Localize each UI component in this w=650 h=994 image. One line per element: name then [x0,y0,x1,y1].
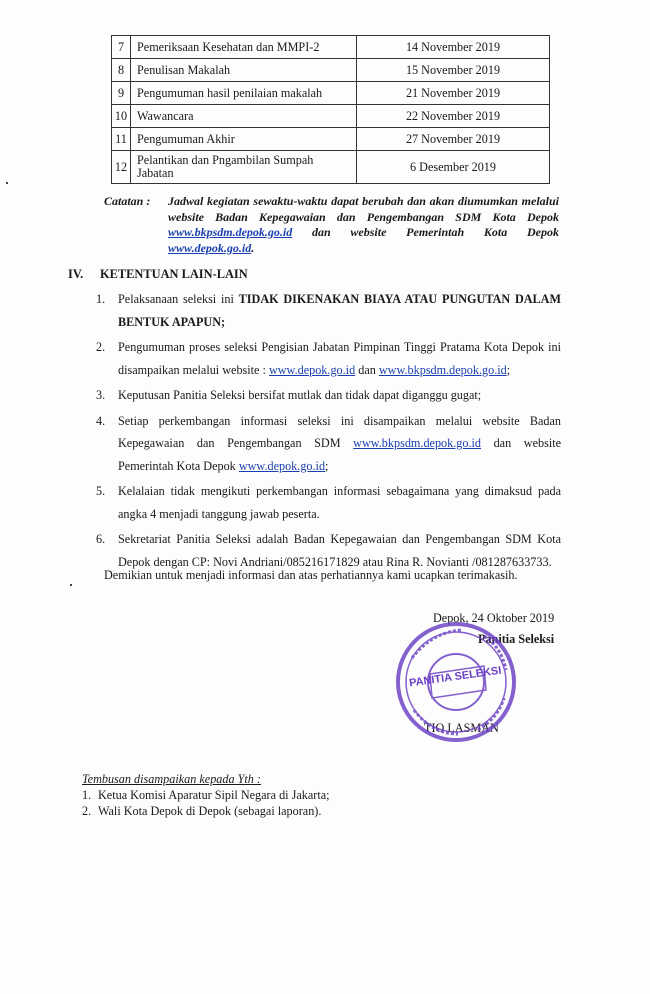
item-number: 4. [96,413,106,428]
note-line-1: Jadwal kegiatan sewaktu-waktu dapat berubah dan akan diumumkan melalui [168,194,559,208]
bkpsdm-link[interactable]: www.bkpsdm.depok.go.id [168,225,293,239]
activity-cell: Pelantikan dan Pngambilan Sumpah Jabatan [131,151,357,184]
item-number: 6. [96,532,106,546]
item-number: 3. [96,388,106,402]
activity-cell: Penulisan Makalah [131,59,357,82]
scan-speck [70,584,72,586]
section-number: IV. [68,267,84,281]
table-row [112,82,550,105]
depok-link[interactable]: www.depok.go.id [168,240,252,255]
list-item [96,384,561,407]
list-item [96,528,561,573]
section-heading [68,267,248,282]
item-text-end: ; [506,362,511,377]
item-text: Pengumuman proses seleksi Pengisian Jabatan Pimpinan Tinggi Pratama Kota Depok ini disampaikan melalui website : [118,340,561,377]
row-number: 10 [112,105,131,128]
carbon-copy-title: Tembusan disampaikan kepada Yth : [82,772,261,786]
item-number: 1. [96,292,106,306]
bkpsdm-link[interactable]: www.bkpsdm.depok.go.id [378,362,507,377]
row-number: 12 [112,151,131,184]
table-row [112,151,550,184]
table-row [112,105,550,128]
item-text: Kelalaian tidak mengikuti perkembangan informasi sebagaimana yang dimaksud pada angka 4 menjadi tanggung jawab peserta. [118,484,561,521]
schedule-table [111,35,550,184]
table-row [112,128,550,151]
list-item [82,787,330,803]
table-row [112,59,550,82]
item-text: Ketua Komisi Aparatur Sipil Negara di Jakarta; [98,788,330,802]
activity-cell: Pengumuman hasil penilaian makalah [131,82,357,105]
item-text: Sekretariat Panitia Seleksi adalah Badan Kepegawaian dan Pengembangan SDM Kota Depok dengan CP: Novi Andriani/085216171829 atau Rina R. Novianti /081287633733. [118,532,561,569]
signature-role: Panitia Seleksi [478,632,555,646]
row-number: 9 [112,82,131,105]
official-stamp [392,618,520,746]
row-number: 8 [112,59,131,82]
list-item [82,803,330,819]
list-item [96,288,561,333]
item-text: Keputusan Panitia Seleksi bersifat mutlak dan tidak dapat diganggu gugat; [118,388,482,402]
note-end: . [251,240,255,255]
row-number: 7 [112,36,131,59]
list-item [96,480,561,525]
item-text: Pelaksanaan seleksi ini [118,292,239,306]
item-number: 2. [96,340,106,354]
row-number: 11 [112,128,131,151]
activity-cell: Wawancara [131,105,357,128]
carbon-copy-section [82,771,330,819]
item-text: Setiap perkembangan informasi seleksi ini disampaikan melalui website Badan Kepegawaian dan Pengembangan SDM [118,413,561,450]
bkpsdm-link[interactable]: www.bkpsdm.depok.go.id [353,436,481,450]
date-cell: 6 Desember 2019 [357,151,550,184]
scan-speck [6,182,8,184]
activity-cell: Pengumuman Akhir [131,128,357,151]
depok-link[interactable]: www.depok.go.id [268,362,356,377]
schedule-note [104,194,559,256]
note-label: Catatan : [104,194,151,208]
date-cell: 14 November 2019 [357,36,550,59]
section-title: KETENTUAN LAIN-LAIN [100,267,248,281]
note-line-4 [168,241,559,257]
table-row [112,36,550,59]
item-number: 2. [82,804,92,818]
date-cell: 21 November 2019 [357,82,550,105]
item-number: 5. [96,484,106,498]
item-text-mid: dan website Pemerintah Kota Depok [118,436,561,473]
list-item [96,336,561,381]
item-text-mid: dan [355,362,379,377]
signature-city-date: Depok, 24 Oktober 2019 [433,611,555,625]
depok-link[interactable]: www.depok.go.id [238,458,326,473]
item-bold-text: TIDAK DIKENAKAN BIAYA ATAU PUNGUTAN DALAM BENTUK APAPUN; [118,292,561,329]
note-line-3 [168,225,559,241]
item-text-end: ; [325,458,329,473]
note-line-2: website Badan Kepegawaian dan Pengembangan SDM Kota Depok [168,209,559,224]
list-item [96,410,561,478]
note-mid-text: dan website Pemerintah Kota Depok [312,225,560,239]
closing-statement: Demikian untuk menjadi informasi dan atas perhatiannya kami ucapkan terimakasih. [104,568,518,582]
date-cell: 15 November 2019 [357,59,550,82]
activity-cell: Pemeriksaan Kesehatan dan MMPI-2 [131,36,357,59]
date-cell: 22 November 2019 [357,105,550,128]
item-text: Wali Kota Depok di Depok (sebagai laporan). [98,804,322,818]
provisions-list [96,288,561,576]
signature-name: TIO LASMAN [424,721,499,735]
stamp-text: PANITIA SELEKSI [408,664,503,690]
date-cell: 27 November 2019 [357,128,550,151]
item-number: 1. [82,788,92,802]
